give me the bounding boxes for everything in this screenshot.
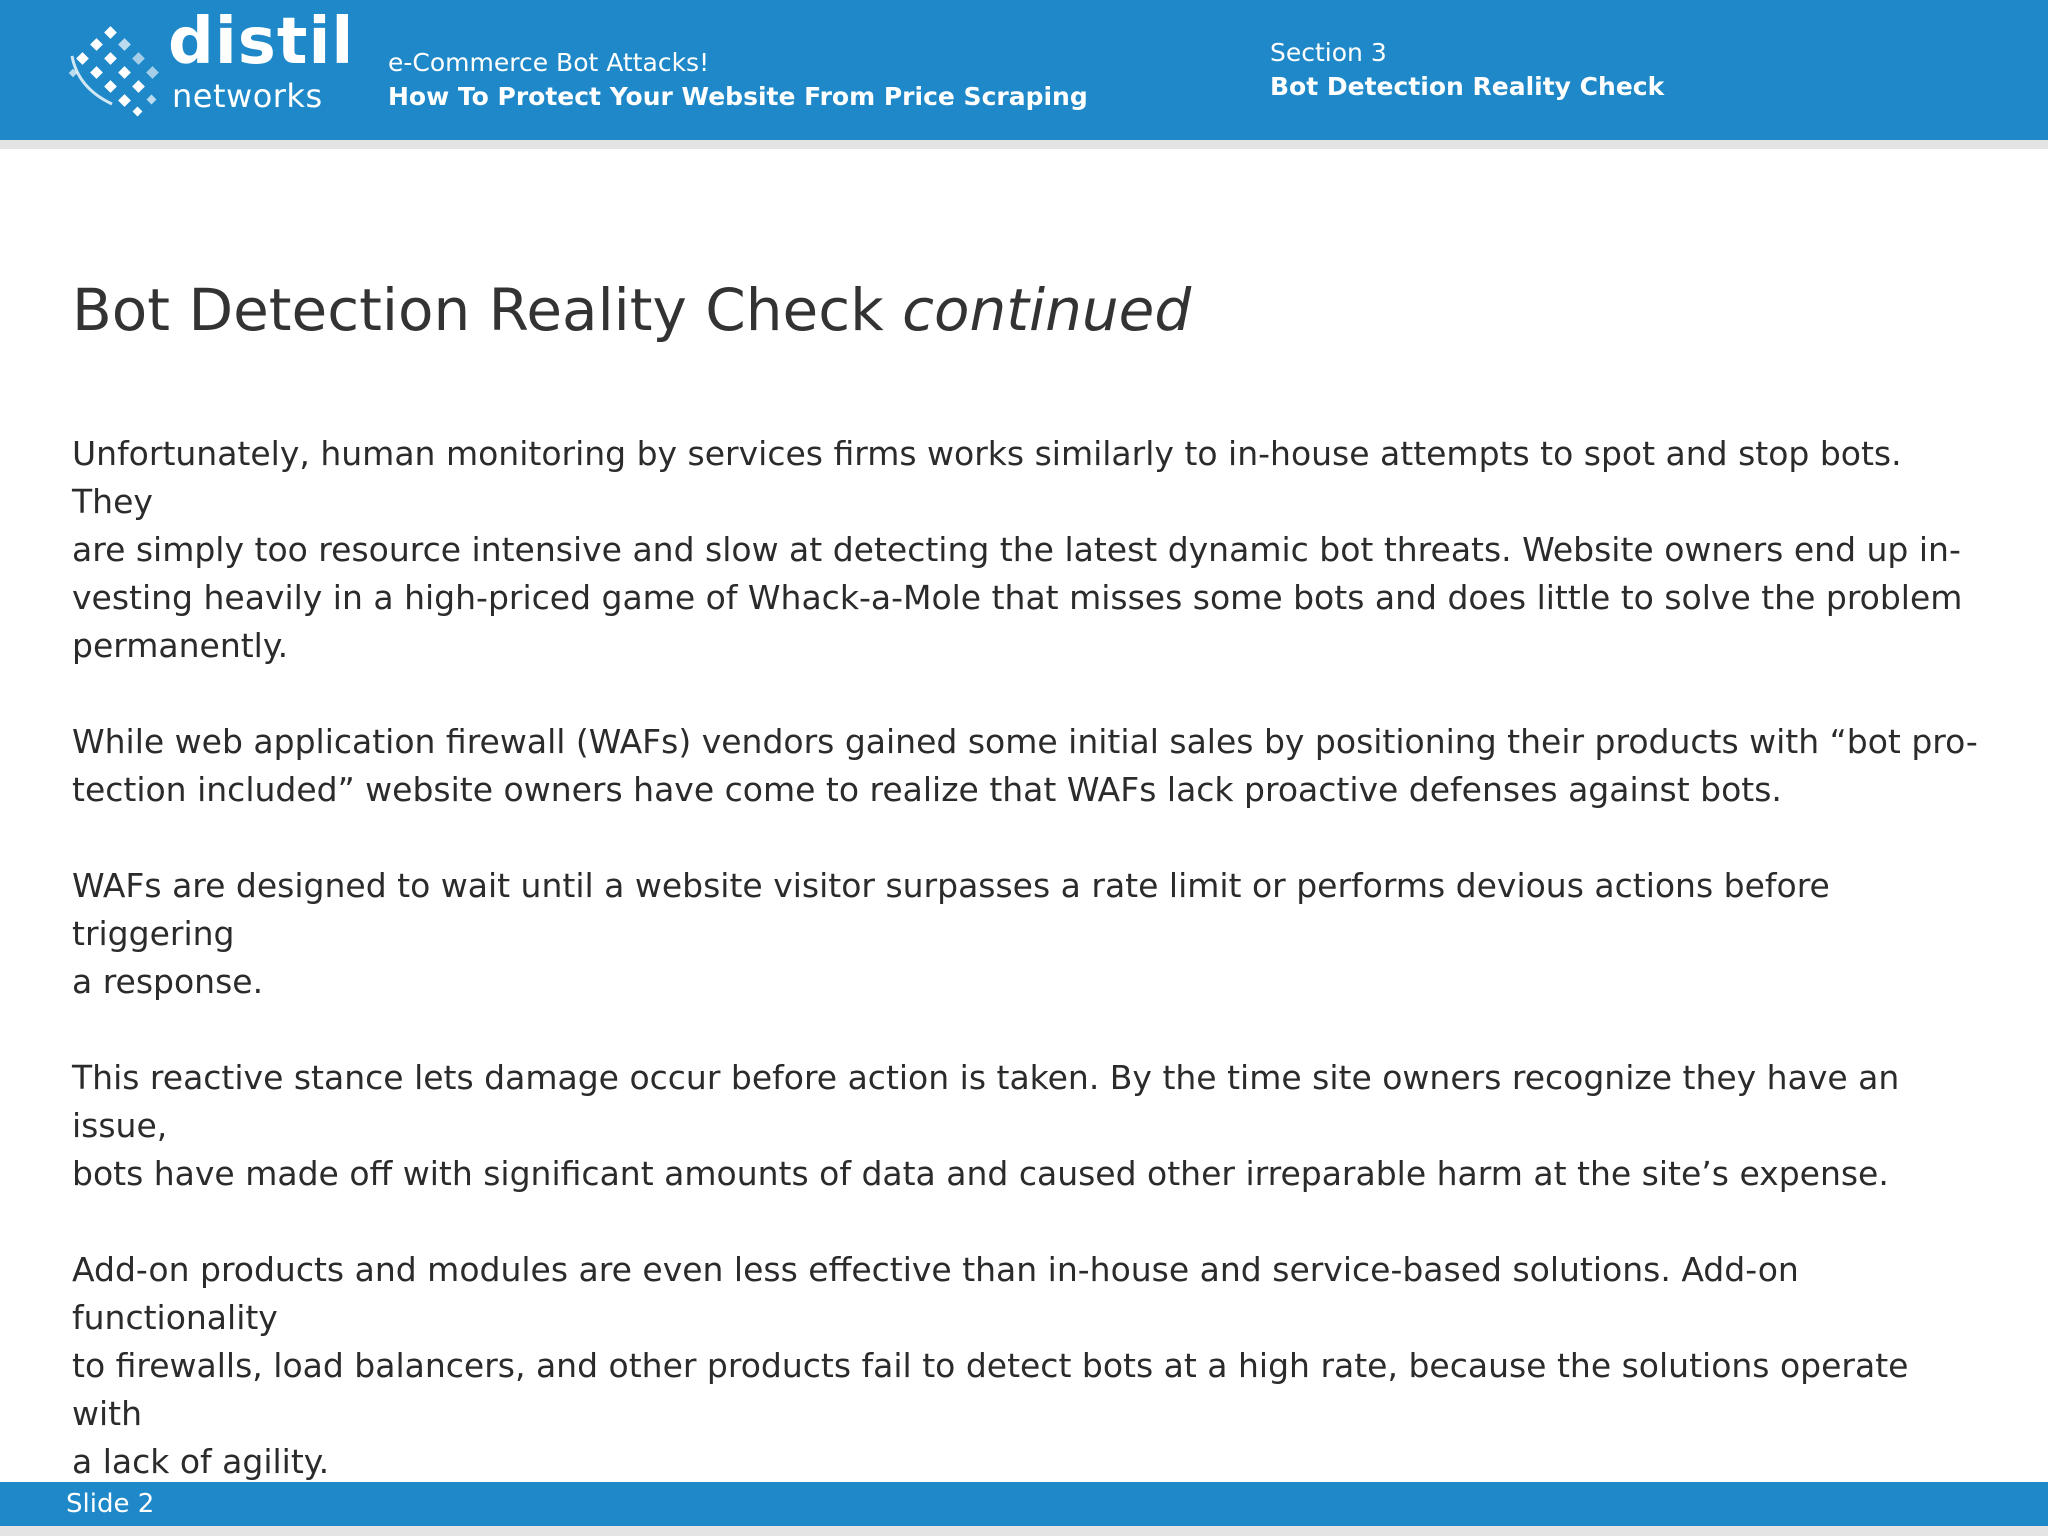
slide-number: Slide 2 <box>66 1489 155 1519</box>
section-label: Section 3 <box>1270 38 1387 67</box>
page-title-main: Bot Detection Reality Check <box>72 276 884 344</box>
document-title-line1: e-Commerce Bot Attacks! <box>388 48 710 77</box>
paragraph-5: Add-on products and modules are even less effective than in-house and service-based solutions. Add-on functionality to firewalls, load balancers, and other products fail to detect bots at a high rate, because the solutions operate with a lack of agility. <box>72 1250 1909 1481</box>
paragraph-2: While web application firewall (WAFs) vendors gained some initial sales by positioning their products with “bot pro- tection included” website owners have come to realize that WAFs lack proactive defenses against bots. <box>72 722 1978 809</box>
header-bar <box>0 0 2048 140</box>
document-title-line2: How To Protect Your Website From Price Scraping <box>388 82 1088 111</box>
header-divider <box>0 140 2048 149</box>
footer-divider <box>0 1526 2048 1536</box>
logo-subtext: networks <box>172 77 323 115</box>
section-title: Bot Detection Reality Check <box>1270 72 1665 101</box>
document-title <box>388 46 1088 114</box>
logo-wordmark: distil <box>168 5 355 79</box>
paragraph-4: This reactive stance lets damage occur before action is taken. By the time site owners recognize they have an issue, bots have made off with significant amounts of data and caused other irreparable harm at the site’s expense. <box>72 1058 1900 1193</box>
body-text <box>72 430 1982 1534</box>
distil-networks-logo <box>68 5 355 120</box>
section-heading <box>1270 36 1664 104</box>
distil-diamond-dots-icon <box>68 26 168 118</box>
paragraph-3: WAFs are designed to wait until a website visitor surpasses a rate limit or performs devious actions before triggering a response. <box>72 866 1830 1001</box>
page-title-suffix: continued <box>902 276 1192 344</box>
footer-bar <box>0 1482 2048 1526</box>
paragraph-1: Unfortunately, human monitoring by services firms works similarly to in-house attempts to spot and stop bots. They are simply too resource intensive and slow at detecting the latest dynamic bot threats. Website owners end up in- vesting heavily in a high-priced game of Whack-a-Mole that misses some bots and does little to solve the problem permanently. <box>72 434 1963 665</box>
page-title <box>72 272 1191 348</box>
